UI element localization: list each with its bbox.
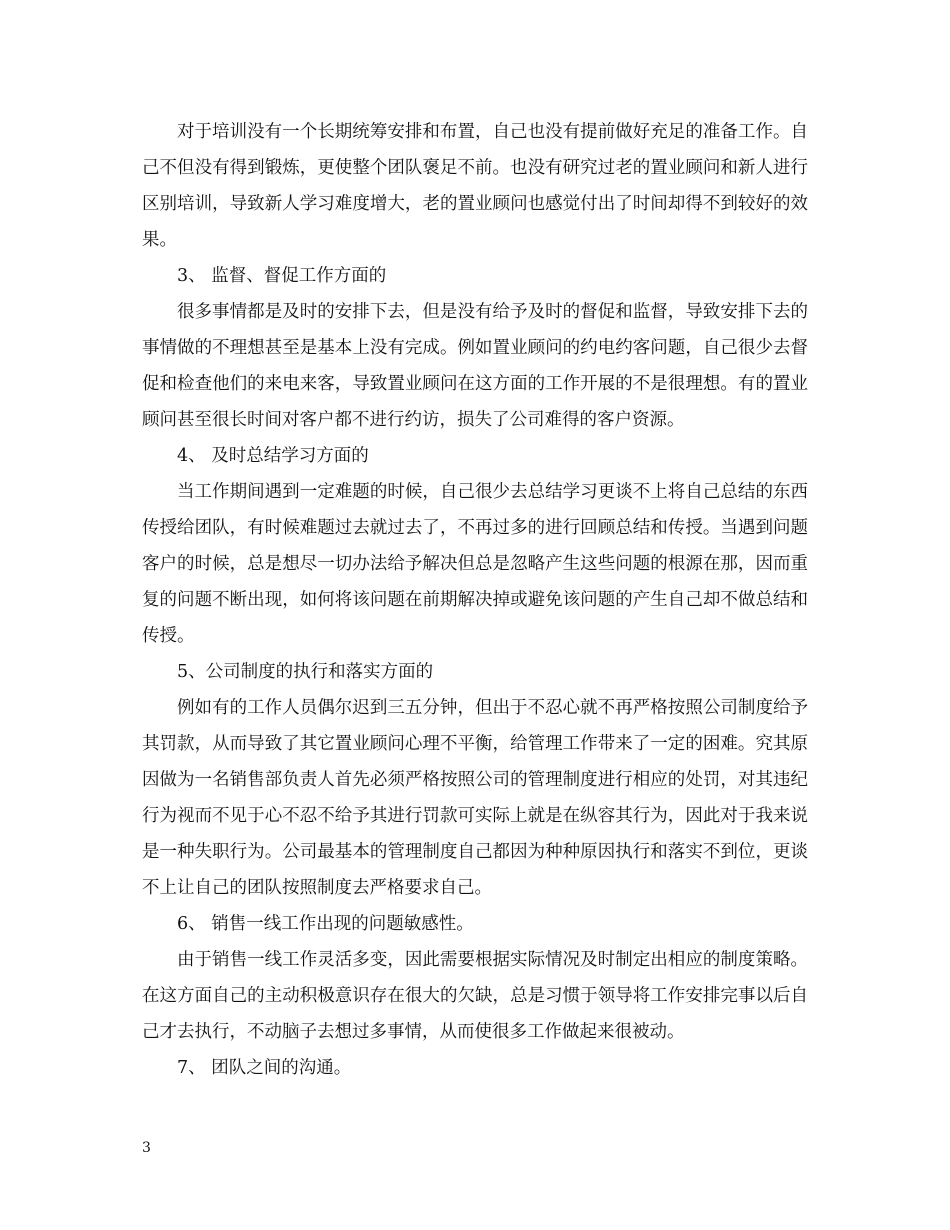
paragraph-summary-learning: 当工作期间遇到一定难题的时候，自己很少去总结学习更谈不上将自己总结的东西传授给团队，有时候难题过去就过去了，不再过多的进行回顾总结和传授。当遇到问题客户的时候，总是想尽一切办法给予解决但总是忽略产生这些问题的根源在那，因而重复的问题不断出现，如何将该问题在前期解决掉或避免该问题的产生自己却不做总结和传授。 (142, 482, 808, 646)
section-heading-4: 4、 及时总结学习方面的 (177, 446, 369, 466)
page-number: 3 (142, 1140, 151, 1156)
paragraph-training: 对于培训没有一个长期统筹安排和布置，自己也没有提前做好充足的准备工作。自己不但没有得到锻炼，更使整个团队褒足不前。也没有研究过老的置业顾问和新人进行区别培训，导致新人学习难度增大，老的置业顾问也感觉付出了时间却得不到较好的效果。 (142, 122, 808, 250)
paragraph-policy-execution: 例如有的工作人员偶尔迟到三五分钟，但出于不忍心就不再严格按照公司制度给予其罚款，从而导致了其它置业顾问心理不平衡，给管理工作带来了一定的困难。究其原因做为一名销售部负责人首先必须严格按照公司的管理制度进行相应的处罚，对其违纪行为视而不见于心不忍不给予其进行罚款可实际上就是在纵容其行为，因此对于我来说是一种失职行为。公司最基本的管理制度自己都因为种种原因执行和落实不到位，更谈不上让自己的团队按照制度去严格要求自己。 (142, 698, 808, 898)
section-heading-6: 6、 销售一线工作出现的问题敏感性。 (177, 914, 474, 934)
document-body (142, 114, 808, 1086)
section-heading-7: 7、 团队之间的沟通。 (177, 1058, 352, 1078)
section-heading-5: 5、公司制度的执行和落实方面的 (177, 662, 434, 682)
paragraph-supervision: 很多事情都是及时的安排下去，但是没有给予及时的督促和监督，导致安排下去的事情做的不理想甚至是基本上没有完成。例如置业顾问的约电约客问题，自己很少去督促和检查他们的来电来客，导致置业顾问在这方面的工作开展的不是很理想。有的置业顾问甚至很长时间对客户都不进行约访，损失了公司难得的客户资源。 (142, 302, 808, 430)
paragraph-frontline-sensitivity: 由于销售一线工作灵活多变，因此需要根据实际情况及时制定出相应的制度策略。在这方面自己的主动积极意识存在很大的欠缺，总是习惯于领导将工作安排完事以后自己才去执行，不动脑子去想过多事情，从而使很多工作做起来很被动。 (142, 950, 808, 1042)
section-heading-3: 3、 监督、督促工作方面的 (177, 266, 387, 286)
